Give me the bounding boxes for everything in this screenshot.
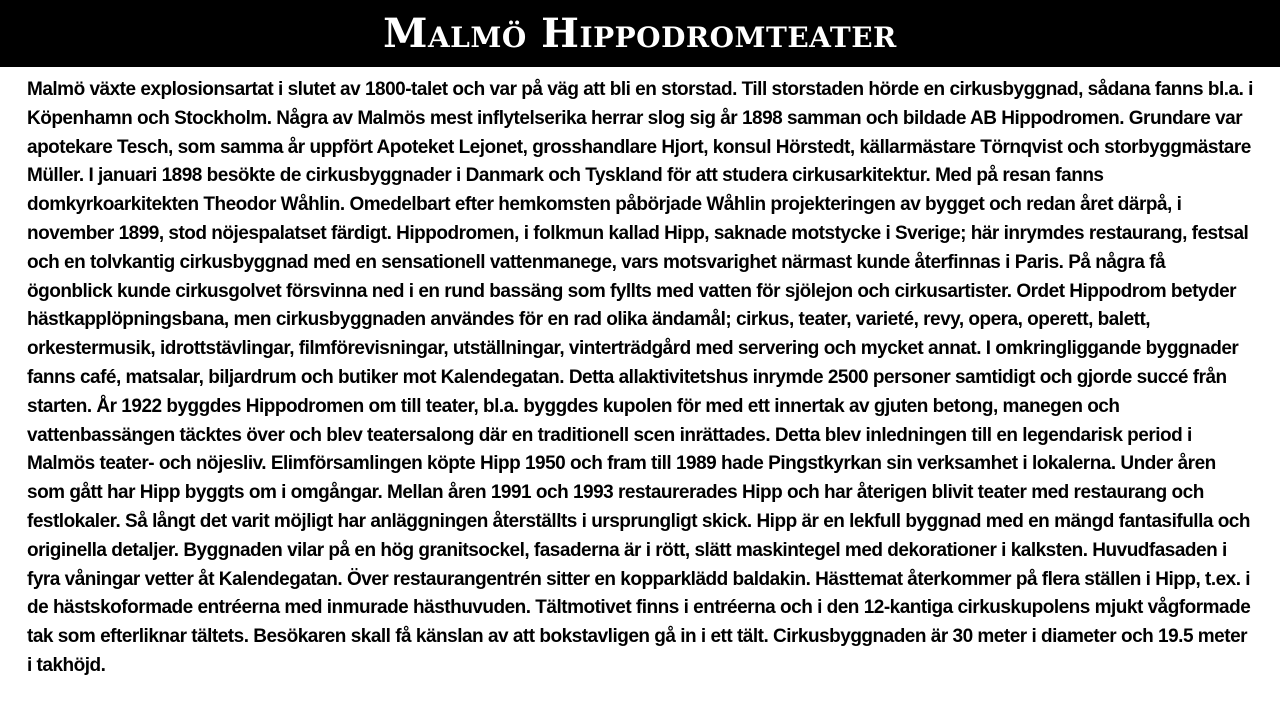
- body-paragraph: Malmö växte explosionsartat i slutet av 1800-talet och var på väg att bli en storstad. Till storstaden hörde en cirkusbyggnad, sådana fanns bl.a. i Köpenhamn och Stockholm. Några av Malmös mest inflytelserika herrar slog sig år 1898 samman och bildade AB Hippodromen. Grundare var apotekare Tesch, som samma år uppfört Apoteket Lejonet, grosshandlare Hjort, konsul Hörstedt, källarmästare Törnqvist och storbyggmästare Müller. I januari 1898 besökte de cirkusbyggnader i Danmark och Tyskland för att studera cirkusarkitektur. Med på resan fanns domkyrkoarkitekten Theodor Wåhlin. Omedelbart efter hemkomsten påbörjade Wåhlin projekteringen av bygget och redan året därpå, i november 1899, stod nöjespalatset färdigt. Hippodromen, i folkmun kallad Hipp, saknade motstycke i Sverige; här inrymdes restaurang, festsal och en tolvkantig cirkusbyggnad med en sensationell vattenmanege, vars motsvarighet närmast kunde återfinnas i Paris. På några få ögonblick kunde cirkusgolvet försvinna ned i en rund bassäng som fyllts med vatten för sjölejon och cirkusartister. Ordet Hippodrom betyder hästkapplöpningsbana, men cirkusbyggnaden användes för en rad olika ändamål; cirkus, teater, varieté, revy, opera, operett, balett, orkestermusik, idrottstävlingar, filmförevisningar, utställningar, vinterträdgård med servering och mycket annat. I omkringliggande byggnader fanns café, matsalar, biljardrum och butiker mot Kalendegatan. Detta allaktivitetshus inrymde 2500 personer samtidigt och gjorde succé från starten. År 1922 byggdes Hippodromen om till teater, bl.a. byggdes kupolen för med ett innertak av gjuten betong, manegen och vattenbassängen täcktes över och blev teatersalong där en traditionell scen inrättades. Detta blev inledningen till en legendarisk period i Malmös teater- och nöjesliv. Elimförsamlingen köpte Hipp 1950 och fram till 1989 hade Pingstkyrkan sin verksamhet i lokalerna. Under åren som gått har Hipp byggts om i omgångar. Mellan åren 1991 och 1993 restaurerades Hipp och har återigen blivit teater med restaurang och festlokaler. Så långt det varit möjligt har anläggningen återställts i ursprungligt skick. Hipp är en lekfull byggnad med en mängd fantasifulla och originella detaljer. Byggnaden vilar på en hög granitsockel, fasaderna är i rött, slätt maskintegel med dekorationer i kalksten. Huvudfasaden i fyra våningar vetter åt Kalendegatan. Över restaurangentrén sitter en kopparklädd baldakin. Hästtemat återkommer på flera ställen i Hipp, t.ex. i de hästskoformade entréerna med inmurade hästhuvuden. Tältmotivet finns i entréerna och i den 12-kantiga cirkuskupolens mjukt vågformade tak som efterliknar tältets. Besökaren skall få känslan av att bokstavligen gå in i ett tält. Cirkusbyggnaden är 30 meter i diameter och 19.5 meter i takhöjd.: [27, 79, 1253, 676]
- title-bar: [0, 0, 1280, 67]
- slide-title: Malmö Hippodromteater: [383, 9, 897, 57]
